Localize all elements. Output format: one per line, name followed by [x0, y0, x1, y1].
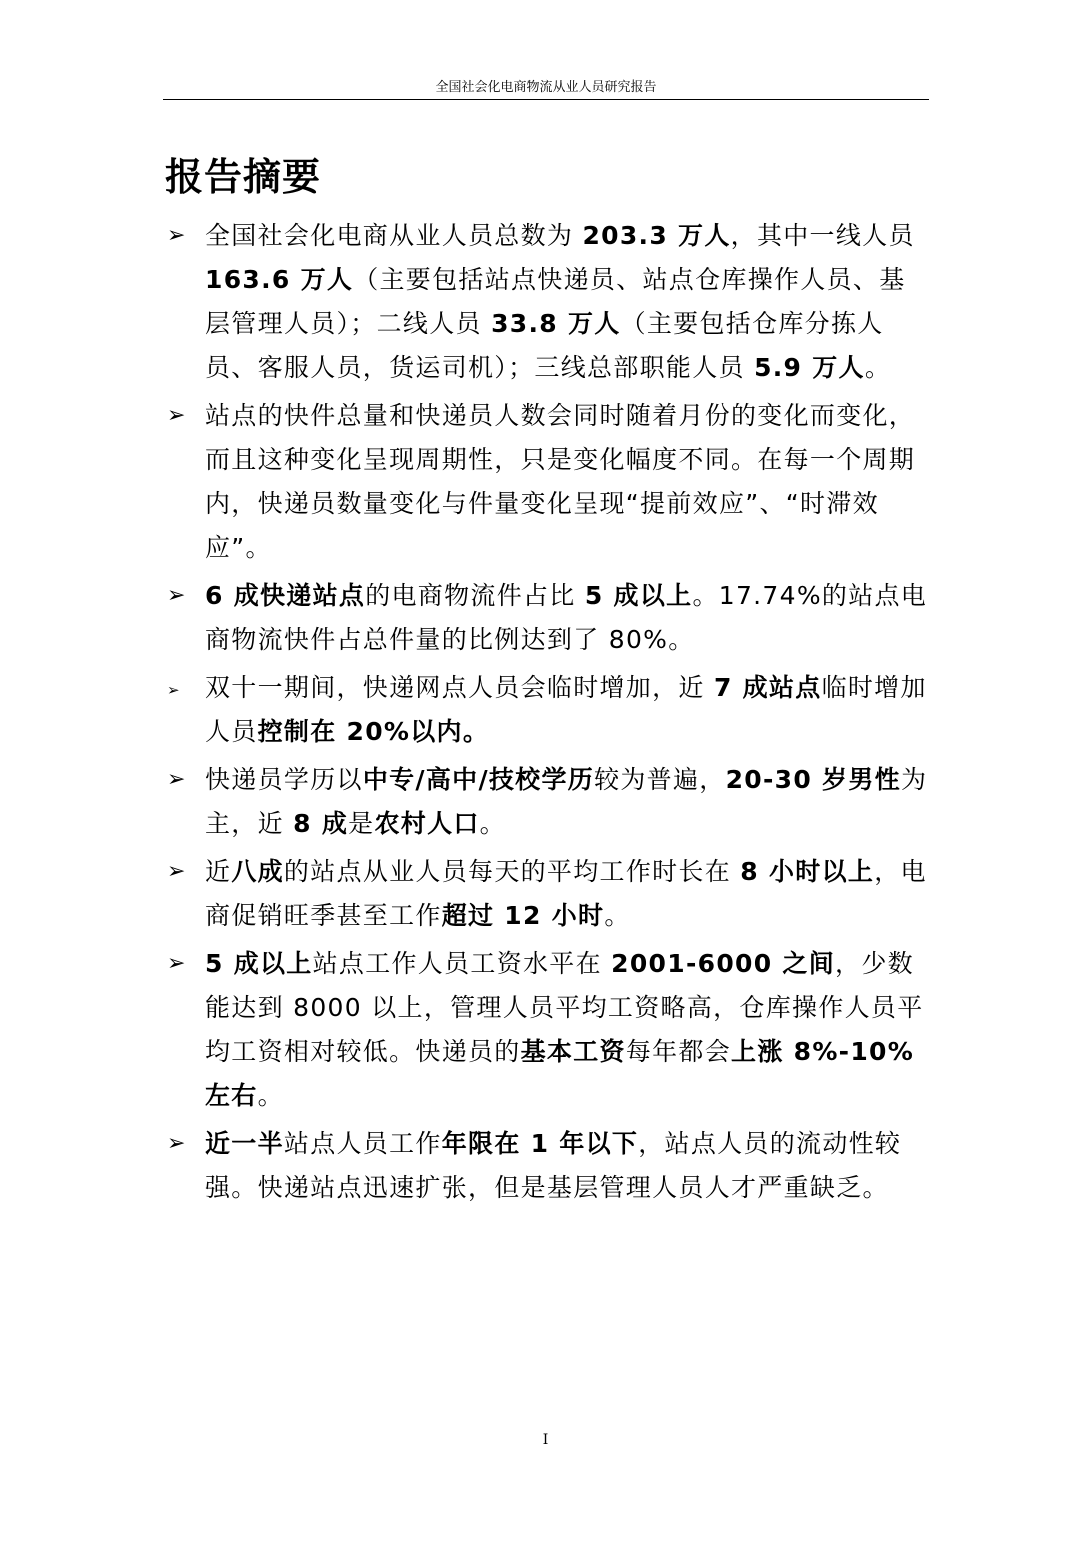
- header-divider: [163, 99, 929, 100]
- highlight-text: 7 成站点: [713, 673, 822, 702]
- body-text: 。: [604, 901, 631, 930]
- body-text: 全国社会化电商从业人员总数为: [205, 221, 583, 250]
- body-text: ，其中一线人员: [730, 221, 915, 250]
- body-text: 站点人员工作: [283, 1129, 442, 1158]
- highlight-text: 20-30 岁男性: [725, 765, 901, 794]
- page-number: I: [542, 1432, 549, 1448]
- body-text: 近: [205, 857, 232, 886]
- body-text: 。: [257, 1081, 284, 1110]
- body-text: 的站点从业人员每天的平均工作时长在: [283, 857, 741, 886]
- summary-item: [163, 666, 929, 754]
- page-header: 全国社会化电商物流从业人员研究报告: [435, 80, 657, 95]
- body-text: 较为普遍，: [594, 765, 726, 794]
- highlight-text: 基本工资: [520, 1037, 626, 1066]
- summary-item: [163, 574, 929, 662]
- highlight-text: 8 小时以上: [740, 857, 875, 886]
- body-text: 临时增加人员: [205, 673, 927, 746]
- highlight-text: 八成: [231, 857, 284, 886]
- arrow-bullet-icon: ➢: [167, 767, 186, 792]
- highlight-text: 2001-6000 之间: [611, 949, 836, 978]
- body-text: 。: [864, 353, 892, 382]
- highlight-text: 5 成以上: [584, 581, 693, 610]
- highlight-text: 农村人口: [374, 809, 480, 838]
- body-text: 。17.74%的站点电商物流快件占总件量的比例达到了 80%。: [205, 581, 928, 654]
- body-text: 站点的快件总量和快递员人数会同时随着月份的变化而变化，而且这种变化呈现周期性，只是变化幅度不同。在每一个周期内，快递员数量变化与件量变化呈现“提前效应”、“时滞效应”。: [205, 401, 916, 562]
- highlight-text: 年限在 1 年以下: [441, 1129, 639, 1158]
- summary-item: [163, 942, 929, 1118]
- page-title: 报告摘要: [165, 155, 322, 199]
- body-text: 站点工作人员工资水平在: [312, 949, 612, 978]
- highlight-text: 近一半: [205, 1129, 284, 1158]
- body-text: （主要包括站点快递员、站点仓库操作人员、基层管理人员）；二线人员: [205, 265, 906, 338]
- highlight-text: 8 成: [293, 809, 349, 838]
- highlight-text: 超过 12 小时: [441, 901, 605, 930]
- body-text: 双十一期间，快递网点人员会临时增加，近: [205, 673, 714, 702]
- summary-item: [163, 850, 929, 938]
- body-text: ，少数能达到 8000 以上，管理人员平均工资略高，仓库操作人员平均工资相对较低。快递员的: [205, 949, 924, 1066]
- highlight-text: 5 成以上: [205, 949, 313, 978]
- arrow-bullet-icon: ➢: [167, 403, 186, 428]
- arrow-bullet-icon: ➢: [167, 583, 186, 608]
- summary-list: [163, 214, 929, 1214]
- body-text: 的电商物流件占比: [365, 581, 585, 610]
- highlight-text: 163.6 万人: [205, 265, 354, 294]
- body-text: 是: [348, 809, 375, 838]
- summary-item: [163, 394, 929, 570]
- arrow-bullet-icon: ➢: [167, 1131, 186, 1156]
- highlight-text: 5.9 万人: [754, 353, 865, 382]
- highlight-text: 上涨 8%-10%左右: [205, 1037, 915, 1110]
- body-text: 为主，近: [205, 765, 928, 838]
- arrow-bullet-icon: ➢: [167, 681, 180, 699]
- body-text: ，电商促销旺季甚至工作: [205, 857, 927, 930]
- summary-item: [163, 1122, 929, 1210]
- arrow-bullet-icon: ➢: [167, 223, 186, 248]
- highlight-text: 33.8 万人: [491, 309, 621, 338]
- highlight-text: 中专/高中/技校学历: [362, 765, 595, 794]
- summary-item: [163, 214, 929, 390]
- highlight-text: 6 成快递站点: [205, 581, 366, 610]
- body-text: ，站点人员的流动性较强。快递站点迅速扩张，但是基层管理人员人才严重缺乏。: [205, 1129, 902, 1202]
- body-text: 。: [479, 809, 506, 838]
- highlight-text: 203.3 万人: [582, 221, 731, 250]
- summary-item: [163, 758, 929, 846]
- body-text: （主要包括仓库分拣人员、客服人员，货运司机）；三线总部职能人员: [205, 309, 884, 382]
- body-text: 快递员学历以: [205, 765, 363, 794]
- highlight-text: 控制在 20%以内。: [257, 717, 490, 746]
- arrow-bullet-icon: ➢: [167, 951, 186, 976]
- body-text: 每年都会: [625, 1037, 732, 1066]
- arrow-bullet-icon: ➢: [167, 859, 186, 884]
